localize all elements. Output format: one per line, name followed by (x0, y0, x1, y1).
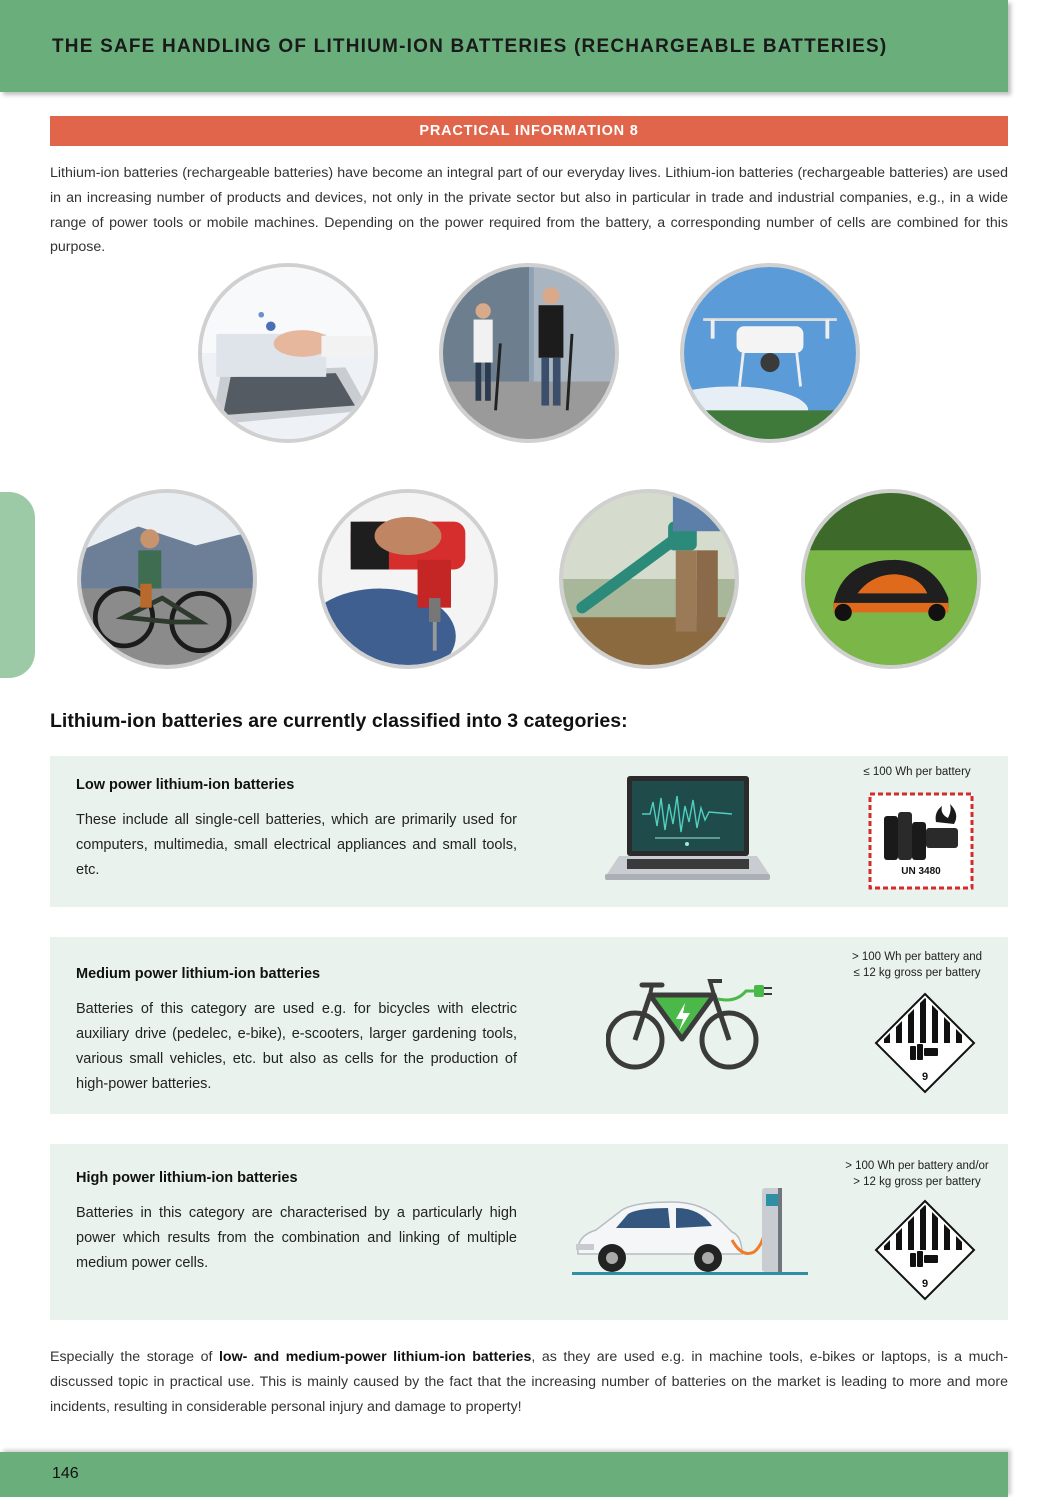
category-description: Batteries of this category are used e.g. for bicycles with electric auxiliary drive (pedelec, e-bike), e-scooters, larger gardening tools, various small vehicles, etc. but also as cells for the production of high-power batteries. (76, 1001, 517, 1092)
drone-photo (680, 263, 860, 443)
cordless-drill-photo (318, 489, 498, 669)
category-title: Medium power lithium-ion batteries (76, 966, 321, 982)
category-limit-line-2: ≤ 12 kg gross per battery (853, 967, 981, 979)
category-limit-line-1: > 100 Wh per battery and (851, 951, 983, 963)
category-limit-line-1: > 100 Wh per battery and/or (845, 1160, 989, 1172)
class-9-lithium-battery-label (868, 792, 974, 890)
category-title: High power lithium-ion batteries (76, 1170, 298, 1186)
class-9-hazard-label (874, 992, 976, 1094)
category-high-power (50, 1144, 1008, 1320)
label-class-number: 9 (921, 1278, 929, 1290)
robotic-lawn-mower-photo (801, 489, 981, 669)
class-9-hazard-label (874, 1199, 976, 1301)
conclusion-text-end: , as they are used e.g. in machine tools, e-bikes or laptops, is a much-discussed topic in practical use. This is mainly caused by the fact that the increasing number of batteries on the market is leading to more and more incidents, resulting in considerable personal injury and damage to property! (50, 1349, 1008, 1415)
laptop-illustration (605, 774, 770, 886)
practical-information-bar: PRACTICAL INFORMATION 8 (50, 116, 1008, 146)
leaf-blower-photo (559, 489, 739, 669)
category-description: These include all single-cell batteries, which are primarily used for computers, multimedia, small electrical appliances and small tools, etc. (76, 812, 517, 878)
category-description: Batteries in this category are characterised by a particularly high power which results from the combination and linking of multiple medium power cells. (76, 1205, 517, 1271)
category-limit-line-1: ≤ 100 Wh per battery (863, 766, 971, 778)
category-title: Low power lithium-ion batteries (76, 777, 295, 793)
laptop-hand-photo (198, 263, 378, 443)
category-limit-line-2: > 12 kg gross per battery (853, 1176, 981, 1188)
conclusion-text-start: Especially the storage of (50, 1349, 219, 1365)
intro-paragraph: Lithium-ion batteries (rechargeable batteries) have become an integral part of our everyday lives. Lithium-ion batteries (rechargeable batteries) are used in an increasing number of products and devices, not only in the private sector but also in particular in trade and industrial companies, e.g., in a wide range of power tools or mobile machines. Depending on the power required from the battery, a corresponding number of cells are combined for this purpose. (50, 165, 1008, 256)
side-tab-marker (0, 492, 35, 678)
label-un-number: UN 3480 (901, 866, 941, 877)
page-number: 146 (52, 1465, 79, 1482)
e-scooter-riders-photo (439, 263, 619, 443)
category-limit (842, 1158, 992, 1190)
conclusion-paragraph (50, 1345, 1008, 1420)
category-medium-power (50, 937, 1008, 1114)
categories-heading: Lithium-ion batteries are currently classified into 3 categories: (50, 710, 628, 732)
footer-band (0, 1452, 1008, 1497)
category-limit (842, 764, 992, 780)
conclusion-emphasis: low- and medium-power lithium-ion batteries (218, 1349, 532, 1365)
page-title: THE SAFE HANDLING OF LITHIUM-ION BATTERIES (RECHARGEABLE BATTERIES) (52, 36, 888, 57)
e-bike-illustration (606, 977, 776, 1072)
e-bike-rider-photo (77, 489, 257, 669)
category-limit (842, 949, 992, 981)
category-low-power (50, 756, 1008, 907)
electric-car-charging-illustration (572, 1184, 808, 1279)
label-class-number: 9 (921, 1071, 929, 1083)
